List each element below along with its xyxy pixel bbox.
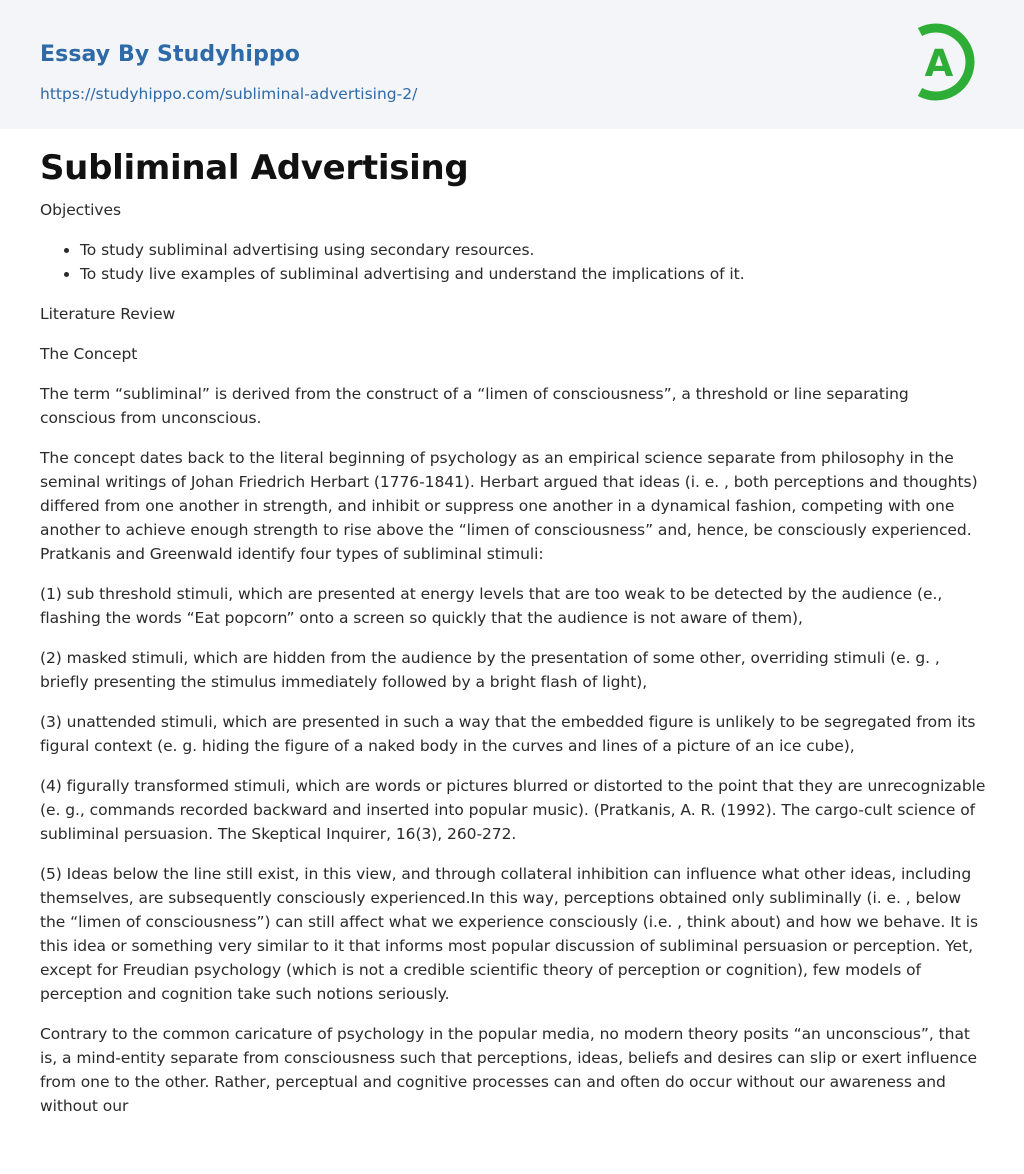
body-paragraph: The concept dates back to the literal beginning of psychology as an empirical science separate from philosophy in the seminal writings of Johan Friedrich Herbart (1776-1841). Herbart argued that ideas (i. e. , both perceptions and thoughts) differed from one another in strength, and inhibit or suppress one another in a dynamical fashion, competing with one another to achieve enough strength to rise above the “limen of consciousness” and, hence, be consciously experienced. Pratkanis and Greenwald identify four types of subliminal stimuli: — [40, 449, 978, 563]
body-paragraph: (1) sub threshold stimuli, which are presented at energy levels that are too weak to be detected by the audience (e., flashing the words “Eat popcorn” onto a screen so quickly that the audience is not aware of them), — [40, 585, 943, 627]
literature-review-heading: Literature Review — [40, 305, 176, 323]
studyhippo-logo-icon[interactable] — [910, 18, 988, 106]
source-url-link[interactable]: https://studyhippo.com/subliminal-advertising-2/ — [40, 85, 418, 103]
objectives-list — [40, 238, 986, 286]
objectives-heading: Objectives — [40, 201, 122, 219]
essay-header — [0, 0, 1024, 129]
logo-letter: A — [924, 42, 954, 85]
body-paragraph: (3) unattended stimuli, which are presented in such a way that the embedded figure is unlikely to be segregated from its figural context (e. g. hiding the figure of a naked body in the curves and lines of a picture of an ice cube), — [40, 713, 976, 755]
concept-heading: The Concept — [40, 345, 138, 363]
body-paragraph: Contrary to the common caricature of psychology in the popular media, no modern theory posits “an unconscious”, that is, a mind-entity separate from consciousness such that perceptions, ideas, beliefs and desires can slip or exert influence from one to the other. Rather, perceptual and cognitive processes can and often do occur without our awareness and without our — [40, 1025, 978, 1115]
body-paragraph: (2) masked stimuli, which are hidden from the audience by the presentation of some other, overriding stimuli (e. g. , briefly presenting the stimulus immediately followed by a bright flash of light), — [40, 649, 940, 691]
list-item: • To study live examples of subliminal advertising and understand the implications of it. — [80, 262, 986, 286]
brand-title: Essay By Studyhippo — [40, 42, 300, 67]
body-paragraph: (5) Ideas below the line still exist, in this view, and through collateral inhibition can influence what other ideas, including themselves, are subsequently consciously experienced.In this way, perceptions obtained only subliminally (i. e. , below the “limen of consciousness”) can still affect what we experience consciously (i.e. , think about) and how we behave. It is this idea or something very similar to it that informs most popular discussion of subliminal persuasion or perception. Yet, except for Freudian psychology (which is not a credible scientific theory of perception or cognition), few models of perception and cognition take such notions seriously. — [40, 865, 978, 1003]
page-title: Subliminal Advertising — [40, 148, 469, 188]
essay-body — [40, 146, 986, 1134]
body-paragraph: The term “subliminal” is derived from the construct of a “limen of consciousness”, a threshold or line separating conscious from unconscious. — [40, 385, 909, 427]
list-item: • To study subliminal advertising using secondary resources. — [80, 238, 986, 262]
body-paragraph: (4) figurally transformed stimuli, which are words or pictures blurred or distorted to the point that they are unrecognizable (e. g., commands recorded backward and inserted into popular music). (Pratkanis, A. R. (1992). The cargo-cult science of subliminal persuasion. The Skeptical Inquirer, 16(3), 260-272. — [40, 777, 986, 843]
